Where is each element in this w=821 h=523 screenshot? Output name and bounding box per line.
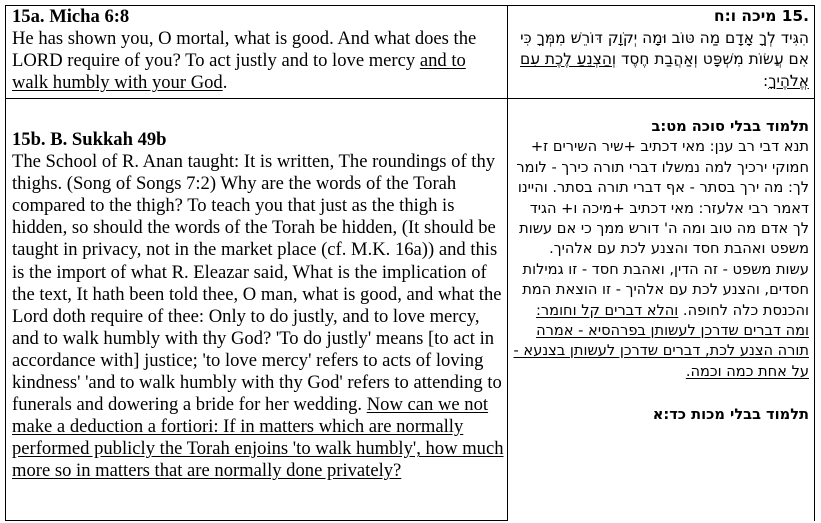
text-plain: הִגִּיד לְךָ אָדָם מַה טּוֹב וּמָה יְקֹוָק דּוֹרֵשׁ מִמְּךָ כִּי אִם עֲשׂוֹת מִשְׁפָּט וְאַהֲבַת חֶסֶד — [520, 28, 809, 68]
source-text — [12, 28, 504, 94]
source-text — [12, 151, 504, 482]
text-plain: He has shown you, O mortal, what is good. And what does the LORD require of you? To act justly and to love mercy — [12, 28, 477, 72]
source-table — [5, 5, 815, 521]
text-underlined: וְהַצְנֵעַ לֶכֶת עִם אֱלֹהֶיךָ — [519, 50, 809, 90]
text-underlined: Now can we not make a deduction a fortiori: If in matters which are normally performed publicly the Torah enjoins 'to walk humbly', how much more so in matters that are normally done privately? — [12, 394, 504, 482]
source-footer: תלמוד בבלי מכות כד:א — [652, 406, 809, 424]
english-source-15a — [12, 6, 504, 94]
source-title: .15 מיכה ו:ח — [714, 7, 809, 25]
source-title: 15a. Micha 6:8 — [12, 6, 130, 27]
source-title: 15b. B. Sukkah 49b — [12, 129, 167, 150]
source-text — [512, 137, 809, 382]
source-title: תלמוד בבלי סוכה מט:ב — [651, 118, 809, 135]
row-bottom-border — [6, 520, 507, 521]
column-divider — [507, 6, 508, 521]
text-underlined: והלא דברים קל וחומר: ומה דברים שדרכן לעשותן בפרהסיא - אמרה תורה הצנע לכת, דברים שדרכן לעשותן בצנעא - על אחת כמה וכמה. — [513, 301, 809, 380]
text-plain: תנא דבי רב ענן: מאי דכתיב +שיר השירים ז+ חמוקי ירכיך למה נמשלו דברי תורה כירך - לומר לך: מה ירך בסתר - אף דברי תורה בסתר. והיינו דאמר רבי אלעזר: מאי דכתיב +מיכה ו+ הגיד לך אדם מה טוב ומה ה' דורש ממך כי אם עשות משפט ואהבת חסד והצנע לכת עם אלהיך. עשות משפט - זה הדין, ואהבת חסד - זו גמילות חסדים, והצנע לכת עם אלהיך - זו הוצאת המת והכנסת כלה לחופה. — [516, 138, 809, 319]
row-divider — [6, 98, 814, 99]
hebrew-source-15b — [512, 117, 809, 426]
text-end: : — [763, 71, 769, 90]
text-underlined: and to walk humbly with your God — [12, 50, 466, 94]
hebrew-source-15a — [512, 6, 809, 92]
text-end: . — [222, 72, 228, 94]
text-plain: The School of R. Anan taught: It is written, The roundings of thy thighs. (Song of Songs 7:2) Why are the words of the Torah compared to the thigh? To teach you that just as the thigh is hidden, so should the words of the Torah be hidden, (It should be taught in privacy, not in the market place (cf. M.K. 16a)) and this is the import of what R. Eleazar said, What is the implication of the text, It hath been told thee, O man, what is good, and what the Lord doth require of thee: Only to do justly, and to love mercy, and to walk humbly with thy God? 'To do justly' means [to act in accordance with] justice; 'to love mercy' refers to acts of loving kindness' 'and to walk humbly with thy God' refers to attending to funerals and dowering a bride for her wedding. — [12, 151, 502, 416]
source-text — [512, 28, 809, 93]
english-source-15b — [12, 129, 504, 483]
